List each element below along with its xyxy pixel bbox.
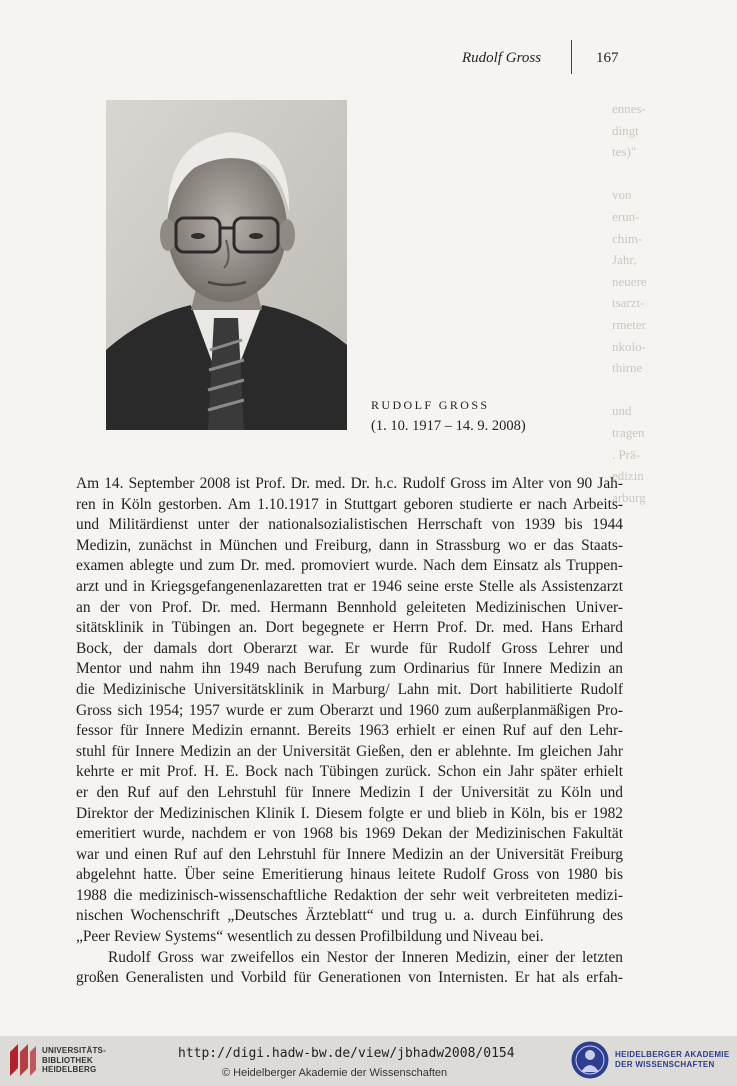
text-line: Gross sich 1954; 1957 wurde er zum Oberarzt und 1960 zum außerplanmäßigen Pro- (76, 701, 623, 719)
portrait-image (106, 100, 347, 430)
permalink-url[interactable]: http://digi.hadw-bw.de/view/jbhadw2008/0154 (178, 1046, 515, 1061)
text-line: Bock, der damals dort Oberarzt war. Er wurde für Rudolf Gross Lehrer und (76, 639, 623, 657)
text-line: ren in Köln gestorben. Am 1.10.1917 in Stuttgart geboren studierte er nach Arbeits- (76, 495, 623, 513)
text-line: Direktor der Medizinischen Klinik I. Diesem folgte er und blieb in Köln, bis er 1982 (76, 804, 623, 822)
academy-name: HEIDELBERGER AKADEMIE DER WISSENSCHAFTEN (615, 1050, 730, 1069)
academy-seal-icon (570, 1040, 610, 1080)
text-line: examen ablegte und zum Dr. med. promoviert wurde. Nach dem Einsatz als Truppen- (76, 557, 623, 575)
text-line: und Militärdienst unter der nationalsozialistischen Herrschaft von 1939 bis 1944 (76, 516, 623, 534)
text-line: arzt und in Kriegsgefangenenlazaretten trat er 1946 seine erste Stelle als Assistenzarzt (76, 577, 623, 595)
portrait-photo (106, 100, 347, 430)
text-line: war und einen Ruf auf den Lehrstuhl für Innere Medizin an der Universität Freiburg (76, 845, 623, 863)
text-line: großen Generalisten und Vorbild für Generationen von Internisten. Er hat als erfah- (76, 969, 623, 987)
running-head-author: Rudolf Gross (462, 50, 542, 66)
text-line: abgelehnt hatte. Über seine Emeritierung hinaus leitete Rudolf Gross von 1980 bis (76, 866, 623, 884)
text-line: Rudolf Gross war zweifellos ein Nestor der Inneren Medizin, einer der letzten (108, 948, 623, 966)
university-library-name: UNIVERSITÄTS- BIBLIOTHEK HEIDELBERG (42, 1046, 106, 1074)
footer-bar (0, 1036, 737, 1086)
running-head (0, 50, 737, 74)
text-line: stuhl für Innere Medizin an der Universität Gießen, den er ablehnte. Im gleichen Jahr (76, 742, 623, 760)
text-line: nischen Wochenschrift „Deutsches Ärzteblatt“ und trug u. a. durch Einführung des (76, 907, 623, 925)
running-head-divider (571, 40, 572, 74)
university-library-logo-icon (8, 1042, 38, 1078)
obituary-text (76, 474, 623, 989)
text-line: sitätsklinik in Tübingen an. Dort begegnete er Herrn Prof. Dr. med. Hans Erhard (76, 619, 623, 637)
text-line: „Peer Review Systems“ wesentlich zu dessen Profilbildung und Niveau bei. (76, 928, 544, 946)
page-number: 167 (596, 50, 619, 66)
caption-name: RUDOLF GROSS (371, 398, 490, 412)
text-line: fessor für Innere Medizin ernannt. Bereits 1963 erhielt er einen Ruf auf den Lehr- (76, 722, 623, 740)
copyright-notice: © Heidelberger Akademie der Wissenschaften (222, 1067, 448, 1079)
text-line: an der von Prof. Dr. med. Hermann Bennhold geleiteten Medizinischen Univer- (76, 598, 623, 616)
text-line: kehrte er mit Prof. H. E. Bock nach Tübingen zurück. Schon ein Jahr später erhielt (76, 763, 623, 781)
text-line: Mentor und nahm ihn 1949 nach Berufung zum Ordinarius für Innere Medizin an (76, 660, 623, 678)
caption-dates: (1. 10. 1917 – 14. 9. 2008) (371, 418, 526, 434)
text-line: emeritiert wurde, nachdem er von 1968 bis 1969 Dekan der Medizinischen Fakultät (76, 825, 623, 843)
text-line: Medizin, zunächst in München und Freiburg, dann in Strassburg wo er das Staats- (76, 536, 623, 554)
text-line: 1988 die medizinisch-wissenschaftliche Redaktion der sehr weit verbreiteten medizi- (76, 886, 623, 904)
text-line: die Medizinische Universitätsklinik in Marburg/ Lahn mit. Dort habilitierte Rudolf (76, 680, 623, 698)
text-line: Am 14. September 2008 ist Prof. Dr. med. Dr. h.c. Rudolf Gross im Alter von 90 Jah- (76, 475, 623, 492)
photo-caption (371, 396, 526, 436)
text-line: er den Ruf auf den Lehrstuhl für Innere Medizin I der Universität zu Köln und (76, 783, 623, 801)
bleed-through-text: ennes- dingt tes)" von erun- chim- Jahr, neuere tsarzt- rmeter nkolo- thirne und tragen . Prä- edizin arburg (612, 101, 647, 505)
